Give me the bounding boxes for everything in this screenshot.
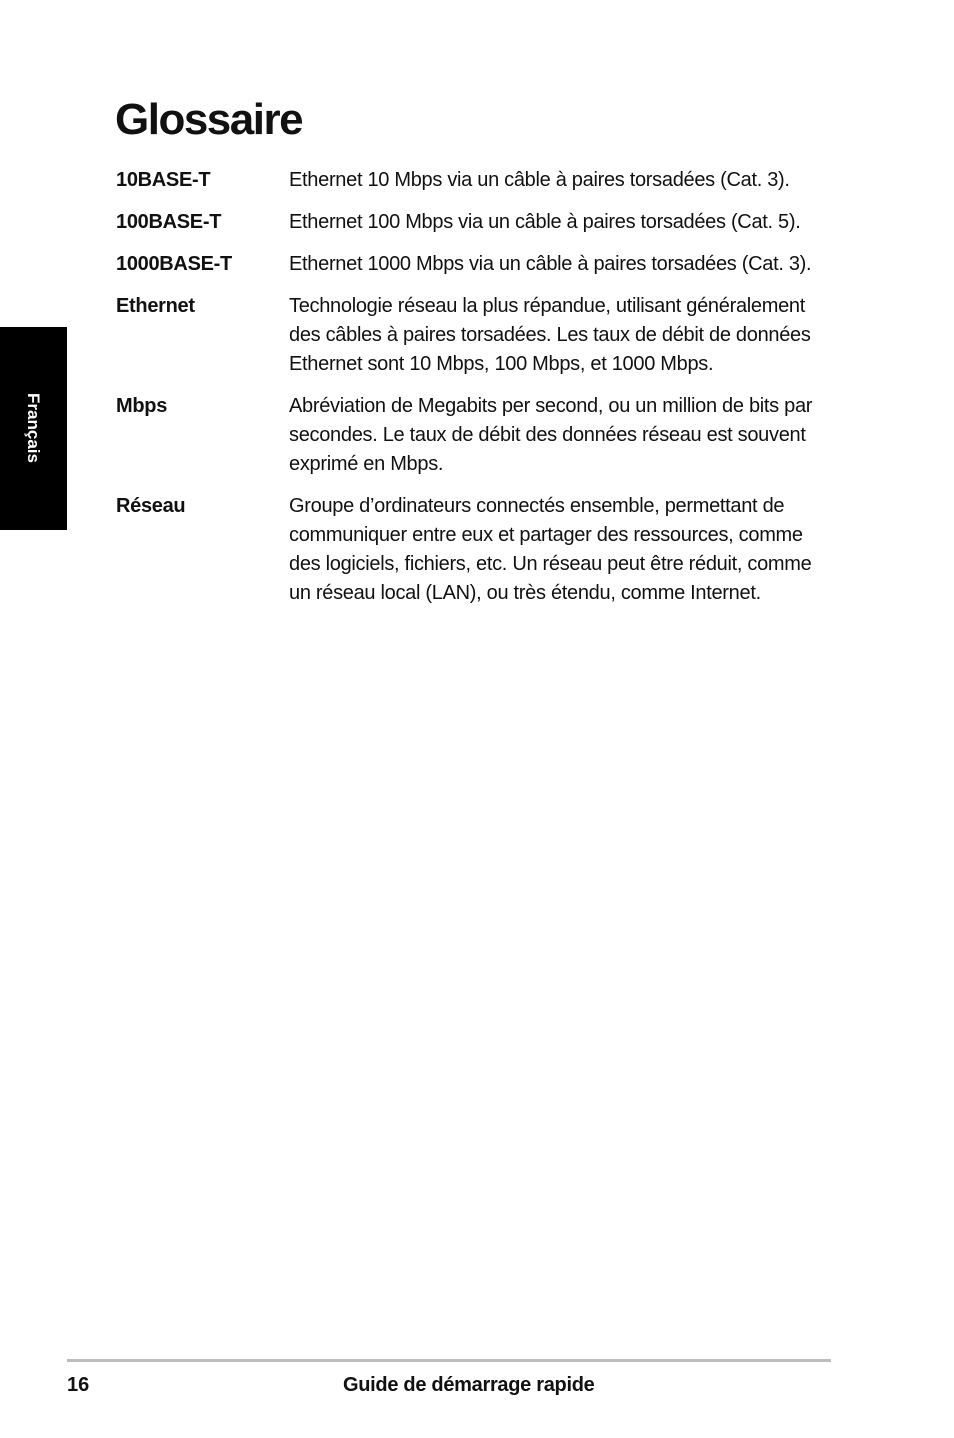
glossary-entry: [116, 166, 836, 195]
page-title: Glossaire: [115, 95, 303, 144]
glossary-term: 1000BASE-T: [116, 253, 232, 275]
glossary-list: [116, 166, 836, 621]
footer-divider: [67, 1359, 831, 1362]
footer-title: Guide de démarrage rapide: [343, 1374, 595, 1396]
glossary-entry: [116, 492, 836, 608]
page-number: 16: [67, 1374, 90, 1396]
glossary-term: Ethernet: [116, 295, 195, 317]
language-side-tab-label: Français: [24, 393, 43, 463]
glossary-entry: [116, 392, 836, 479]
glossary-definition: Abréviation de Megabits per second, ou un million de bits par secondes. Le taux de débit des données réseau est souvent exprimé en Mbps.: [289, 395, 813, 475]
glossary-definition: Groupe d’ordinateurs connectés ensemble, permettant de communiquer entre eux et partager des ressources, comme des logiciels, fichiers, etc. Un réseau peut être réduit, comme un réseau local (LAN), ou très étendu, comme Internet.: [289, 495, 812, 604]
glossary-definition: Technologie réseau la plus répandue, utilisant généralement des câbles à paires torsadées. Les taux de débit de données Ethernet sont 10 Mbps, 100 Mbps, et 1000 Mbps.: [289, 295, 811, 375]
glossary-definition: Ethernet 100 Mbps via un câble à paires torsadées (Cat. 5).: [289, 211, 801, 233]
glossary-entry: [116, 208, 836, 237]
glossary-definition: Ethernet 1000 Mbps via un câble à paires torsadées (Cat. 3).: [289, 253, 812, 275]
glossary-definition: Ethernet 10 Mbps via un câble à paires torsadées (Cat. 3).: [289, 169, 790, 191]
glossary-entry: [116, 250, 836, 279]
glossary-entry: [116, 292, 836, 379]
glossary-term: Mbps: [116, 395, 168, 417]
glossary-term: 10BASE-T: [116, 169, 211, 191]
glossary-term: Réseau: [116, 495, 186, 517]
glossary-term: 100BASE-T: [116, 211, 222, 233]
